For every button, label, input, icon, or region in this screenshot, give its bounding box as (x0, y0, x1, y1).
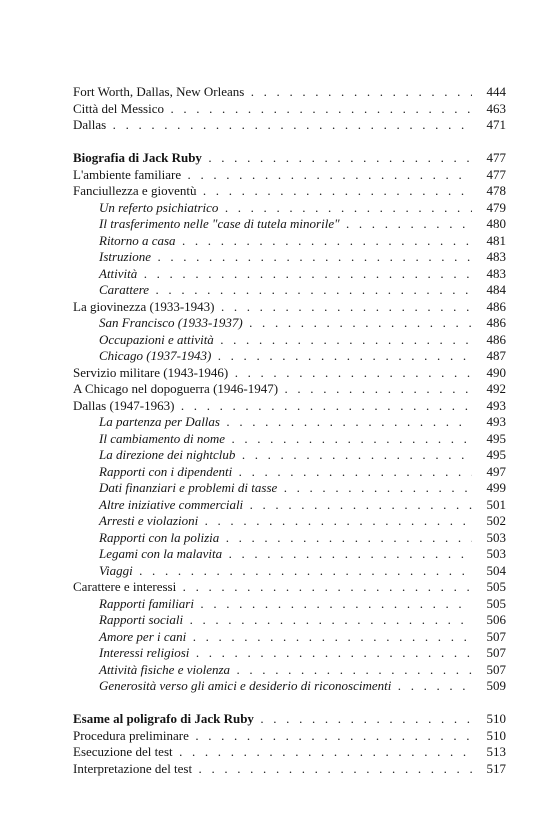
toc-entry-leader (73, 101, 472, 118)
toc-entry-leader (73, 513, 472, 530)
toc-entry-title: Procedura preliminare (73, 727, 189, 743)
toc-entry-title: Interessi religiosi (99, 645, 190, 660)
toc-page-number: 490 (474, 365, 506, 382)
toc-entry (73, 398, 506, 415)
toc-entry-title: La giovinezza (1933-1943) (73, 298, 215, 314)
toc-entry-title: Dallas (1947-1963) (73, 397, 175, 413)
toc-subentry (73, 282, 506, 299)
toc-entry-leader (73, 761, 472, 778)
toc-subentry (73, 200, 506, 217)
toc-entry-title: Rapporti con i dipendenti (99, 463, 233, 479)
toc-page-number: 477 (474, 150, 506, 167)
toc-subentry (73, 563, 506, 580)
toc-subentry (73, 233, 506, 250)
toc-entry-title: La direzione dei nightclub (99, 447, 236, 462)
toc-page-number: 507 (474, 629, 506, 646)
toc-entry-title: A Chicago nel dopoguerra (1946-1947) (73, 381, 279, 396)
toc-entry (73, 167, 506, 184)
toc-entry-leader (73, 629, 472, 646)
toc-page-number: 477 (474, 167, 506, 184)
toc-entry (73, 365, 506, 382)
toc-entry-leader (73, 117, 472, 134)
toc-entry-leader (73, 530, 472, 547)
toc-entry (73, 299, 506, 316)
toc-entry-title: Il trasferimento nelle "case di tutela minorile" (99, 216, 340, 231)
toc-entry-title: Istruzione (99, 249, 151, 264)
toc-page-number: 487 (474, 348, 506, 365)
toc-entry (73, 101, 506, 118)
toc-page-number: 507 (474, 645, 506, 662)
toc-entry-leader (73, 497, 472, 514)
toc-page-number: 517 (474, 761, 506, 778)
toc-entry-leader (73, 84, 472, 101)
toc-entry-title: Biografia di Jack Ruby (73, 150, 202, 165)
toc-subentry (73, 216, 506, 233)
toc-entry-leader (73, 348, 472, 365)
toc-entry-leader (73, 431, 472, 448)
toc-entry-leader (73, 596, 472, 613)
toc-entry (73, 744, 506, 761)
toc-page-number: 510 (474, 711, 506, 728)
toc-entry (73, 728, 506, 745)
toc-entry-leader (73, 381, 472, 398)
toc-entry-title: Rapporti familiari (99, 595, 194, 611)
toc-page-number: 499 (474, 480, 506, 497)
toc-entry-leader (73, 728, 472, 745)
toc-subentry (73, 530, 506, 547)
toc-entry-leader (73, 711, 472, 728)
toc-entry-title: Attività fisiche e violenza (99, 661, 231, 677)
toc-subentry (73, 431, 506, 448)
toc-page-number: 480 (474, 216, 506, 233)
toc-page-number: 484 (474, 282, 506, 299)
toc-subentry (73, 447, 506, 464)
toc-subentry (73, 612, 506, 629)
toc-page-number: 483 (474, 266, 506, 283)
toc-page-number: 501 (474, 497, 506, 514)
toc-entry-leader (73, 282, 472, 299)
toc-entry-leader (73, 563, 472, 580)
toc-page-number: 513 (474, 744, 506, 761)
toc-entry-leader (73, 266, 472, 283)
toc-page-number: 510 (474, 728, 506, 745)
toc-entry-leader (73, 365, 472, 382)
toc-entry-title: San Francisco (1933-1937) (99, 315, 243, 330)
toc-subentry (73, 249, 506, 266)
toc-page-number: 502 (474, 513, 506, 530)
toc-entry-leader (73, 662, 472, 679)
toc-subentry (73, 497, 506, 514)
toc-page-number: 486 (474, 315, 506, 332)
toc-entry-title: Arresti e violazioni (99, 513, 199, 528)
toc-entry-leader (73, 299, 472, 316)
toc-subentry (73, 662, 506, 679)
toc-entry-title: Chicago (1937-1943) (99, 348, 212, 363)
toc-page-number: 495 (474, 447, 506, 464)
toc-entry-title: Fanciullezza e gioventù (73, 183, 197, 198)
toc-section-heading (73, 711, 506, 728)
toc-page-number: 479 (474, 200, 506, 217)
toc-entry-leader (73, 645, 472, 662)
toc-page-number: 493 (474, 414, 506, 431)
toc-entry-title: La partenza per Dallas (99, 414, 220, 429)
table-of-contents (73, 84, 506, 777)
toc-entry-leader (73, 200, 472, 217)
toc-entry-leader (73, 546, 472, 563)
toc-entry (73, 761, 506, 778)
toc-page-number: 492 (474, 381, 506, 398)
toc-entry-leader (73, 398, 472, 415)
toc-entry-title: Carattere (99, 282, 150, 297)
toc-page-number: 495 (474, 431, 506, 448)
toc-entry-title: Ritorno a casa (99, 232, 176, 248)
toc-subentry (73, 266, 506, 283)
toc-entry (73, 117, 506, 134)
toc-entry-title: Esecuzione del test (73, 744, 173, 759)
toc-entry-title: Città del Messico (73, 100, 164, 116)
toc-page-number: 478 (474, 183, 506, 200)
toc-page-number: 504 (474, 563, 506, 580)
toc-entry-title: Carattere e interessi (73, 579, 177, 594)
toc-subentry (73, 414, 506, 431)
toc-page-number: 503 (474, 546, 506, 563)
toc-subentry (73, 348, 506, 365)
toc-subentry (73, 332, 506, 349)
toc-subentry (73, 480, 506, 497)
toc-page-number: 503 (474, 530, 506, 547)
toc-page-number: 505 (474, 579, 506, 596)
toc-page-number: 486 (474, 332, 506, 349)
toc-entry-title: Il cambiamento di nome (99, 430, 226, 446)
toc-page-number: 497 (474, 464, 506, 481)
toc-subentry (73, 678, 506, 695)
toc-entry (73, 579, 506, 596)
toc-entry (73, 84, 506, 101)
toc-entry-leader (73, 480, 472, 497)
toc-entry-leader (73, 464, 472, 481)
toc-entry-title: Occupazioni e attività (99, 331, 214, 347)
toc-page-number: 507 (474, 662, 506, 679)
toc-page-number: 444 (474, 84, 506, 101)
toc-subentry (73, 596, 506, 613)
toc-entry-title: Amore per i cani (99, 628, 187, 644)
toc-entry-leader (73, 315, 472, 332)
toc-subentry (73, 513, 506, 530)
toc-subentry (73, 464, 506, 481)
toc-entry (73, 381, 506, 398)
toc-page-number: 463 (474, 101, 506, 118)
toc-entry-leader (73, 216, 472, 233)
toc-entry-leader (73, 183, 472, 200)
toc-entry-leader (73, 233, 472, 250)
toc-entry-title: Dati finanziari e problemi di tasse (99, 480, 278, 495)
toc-section-heading (73, 150, 506, 167)
toc-entry-title: Dallas (73, 117, 107, 132)
toc-page-number: 481 (474, 233, 506, 250)
toc-page-number: 493 (474, 398, 506, 415)
toc-entry-title: Legami con la malavita (99, 546, 223, 561)
toc-entry-leader (73, 249, 472, 266)
toc-entry-title: Esame al poligrafo di Jack Ruby (73, 711, 254, 726)
toc-subentry (73, 546, 506, 563)
toc-entry-title: Rapporti con la polizia (99, 529, 220, 545)
toc-entry-leader (73, 150, 472, 167)
toc-entry-leader (73, 678, 472, 695)
toc-entry-leader (73, 579, 472, 596)
toc-entry-title: Rapporti sociali (99, 612, 184, 627)
toc-page-number: 505 (474, 596, 506, 613)
toc-entry-title: Attività (99, 265, 138, 281)
toc-entry-title: Servizio militare (1943-1946) (73, 364, 229, 380)
toc-entry-title: Fort Worth, Dallas, New Orleans (73, 84, 245, 99)
toc-entry-leader (73, 612, 472, 629)
toc-page-number: 483 (474, 249, 506, 266)
toc-entry-title: L'ambiente familiare (73, 166, 182, 182)
toc-entry-title: Interpretazione del test (73, 760, 193, 776)
toc-entry-leader (73, 447, 472, 464)
toc-page-number: 506 (474, 612, 506, 629)
toc-entry-title: Generosità verso gli amici e desiderio di riconoscimenti (99, 678, 392, 693)
toc-page-number: 509 (474, 678, 506, 695)
toc-subentry (73, 315, 506, 332)
toc-subentry (73, 645, 506, 662)
toc-entry-title: Altre iniziative commerciali (99, 496, 244, 512)
toc-page-number: 471 (474, 117, 506, 134)
toc-entry-leader (73, 332, 472, 349)
toc-subentry (73, 629, 506, 646)
toc-entry-leader (73, 744, 472, 761)
toc-page-number: 486 (474, 299, 506, 316)
toc-entry-leader (73, 414, 472, 431)
toc-entry (73, 183, 506, 200)
toc-entry-title: Un referto psichiatrico (99, 199, 219, 215)
toc-entry-title: Viaggi (99, 562, 133, 578)
toc-entry-leader (73, 167, 472, 184)
